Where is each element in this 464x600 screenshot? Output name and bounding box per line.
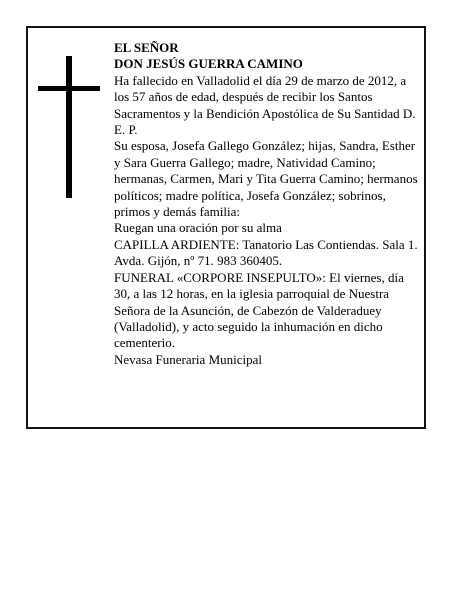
family-list: Su esposa, Josefa Gallego González; hijas, Sandra, Esther y Sara Guerra Gallego; madre, Natividad Camino; hermanas, Carmen, Mari y Tita Guerra Camino; hermanos políticos; madre política, Josefa González; sobrinos, primos y demás familia: xyxy=(114,138,418,220)
notice-title: EL SEÑOR xyxy=(114,40,179,55)
funeral-details: FUNERAL «CORPORE INSEPULTO»: El viernes, día 30, a las 12 horas, en la iglesia parroquial de Nuestra Señora de la Asunción, de Cabezón de Valderaduey (Valladolid), y acto seguido la inhumación en dicho cementerio. xyxy=(114,269,404,351)
deceased-name: DON JESÚS GUERRA CAMINO xyxy=(114,56,303,72)
obituary-text xyxy=(114,40,420,368)
cross-icon-horizontal xyxy=(38,86,100,91)
death-announcement: Ha fallecido en Valladolid el día 29 de marzo de 2012, a los 57 años de edad, después de recibir los Santos Sacramentos y la Bendición Apostólica de Su Santidad D. E. P. xyxy=(114,72,416,138)
wake-location: CAPILLA ARDIENTE: Tanatorio Las Contiendas. Sala 1. Avda. Gijón, nº 71. 983 360405. xyxy=(114,236,418,269)
funeral-home: Nevasa Funeraria Municipal xyxy=(114,351,263,367)
obituary-notice xyxy=(26,26,426,429)
prayer-request: Ruegan una oración por su alma xyxy=(114,220,282,236)
cross-icon-vertical xyxy=(66,56,72,198)
